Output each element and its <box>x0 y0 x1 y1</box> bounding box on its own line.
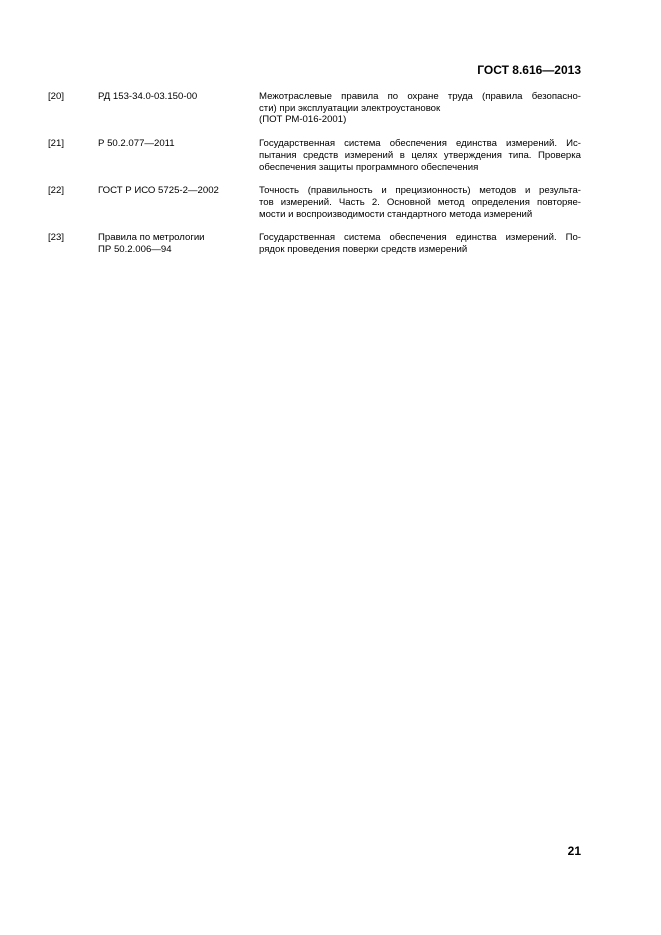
reference-title <box>259 185 581 220</box>
reference-item <box>48 185 581 220</box>
reference-title-line: сти) при эксплуатации электроустановок <box>259 102 441 114</box>
document-number-header: ГОСТ 8.616—2013 <box>477 63 581 77</box>
reference-title-line: Государственная система обеспечения единства измерений. По- <box>259 232 581 244</box>
page-number: 21 <box>567 844 581 858</box>
reference-code <box>98 185 253 197</box>
reference-title-line: Межотраслевые правила по охране труда (правила безопасно- <box>259 91 581 102</box>
reference-code-line: Р 50.2.077—2011 <box>98 138 175 150</box>
reference-title-line: Точность (правильность и прецизионность) методов и результа- <box>259 185 581 197</box>
bibliography-list <box>48 91 581 268</box>
reference-code-line: РД 153-34.0-03.150-00 <box>98 91 198 102</box>
reference-title-line: обеспечения защиты программного обеспечения <box>259 161 479 173</box>
reference-title-line: мости и воспроизводимости стандартного метода измерений <box>259 208 533 220</box>
reference-number: [22] <box>48 185 65 197</box>
reference-item <box>48 138 581 173</box>
reference-item <box>48 91 581 126</box>
reference-code <box>98 91 253 103</box>
reference-code <box>98 232 253 255</box>
reference-item <box>48 232 581 255</box>
reference-title-line: Государственная система обеспечения единства измерений. Ис- <box>259 138 581 150</box>
reference-number: [23] <box>48 232 65 244</box>
reference-code <box>98 138 253 150</box>
reference-code-line: ПР 50.2.006—94 <box>98 244 172 256</box>
reference-code-line: ГОСТ Р ИСО 5725-2—2002 <box>98 185 219 197</box>
reference-title <box>259 232 581 255</box>
reference-number: [20] <box>48 91 65 102</box>
reference-code-line: Правила по метрологии <box>98 232 205 244</box>
reference-title-line: (ПОТ РМ-016-2001) <box>259 114 347 126</box>
reference-title-line: пытания средств измерений в целях утверждения типа. Проверка <box>259 149 581 161</box>
reference-title <box>259 91 581 126</box>
reference-title-line: тов измерений. Часть 2. Основной метод определения повторяе- <box>259 196 581 208</box>
reference-title-line: рядок проведения поверки средств измерений <box>259 244 468 256</box>
reference-number: [21] <box>48 138 65 150</box>
reference-title <box>259 138 581 173</box>
